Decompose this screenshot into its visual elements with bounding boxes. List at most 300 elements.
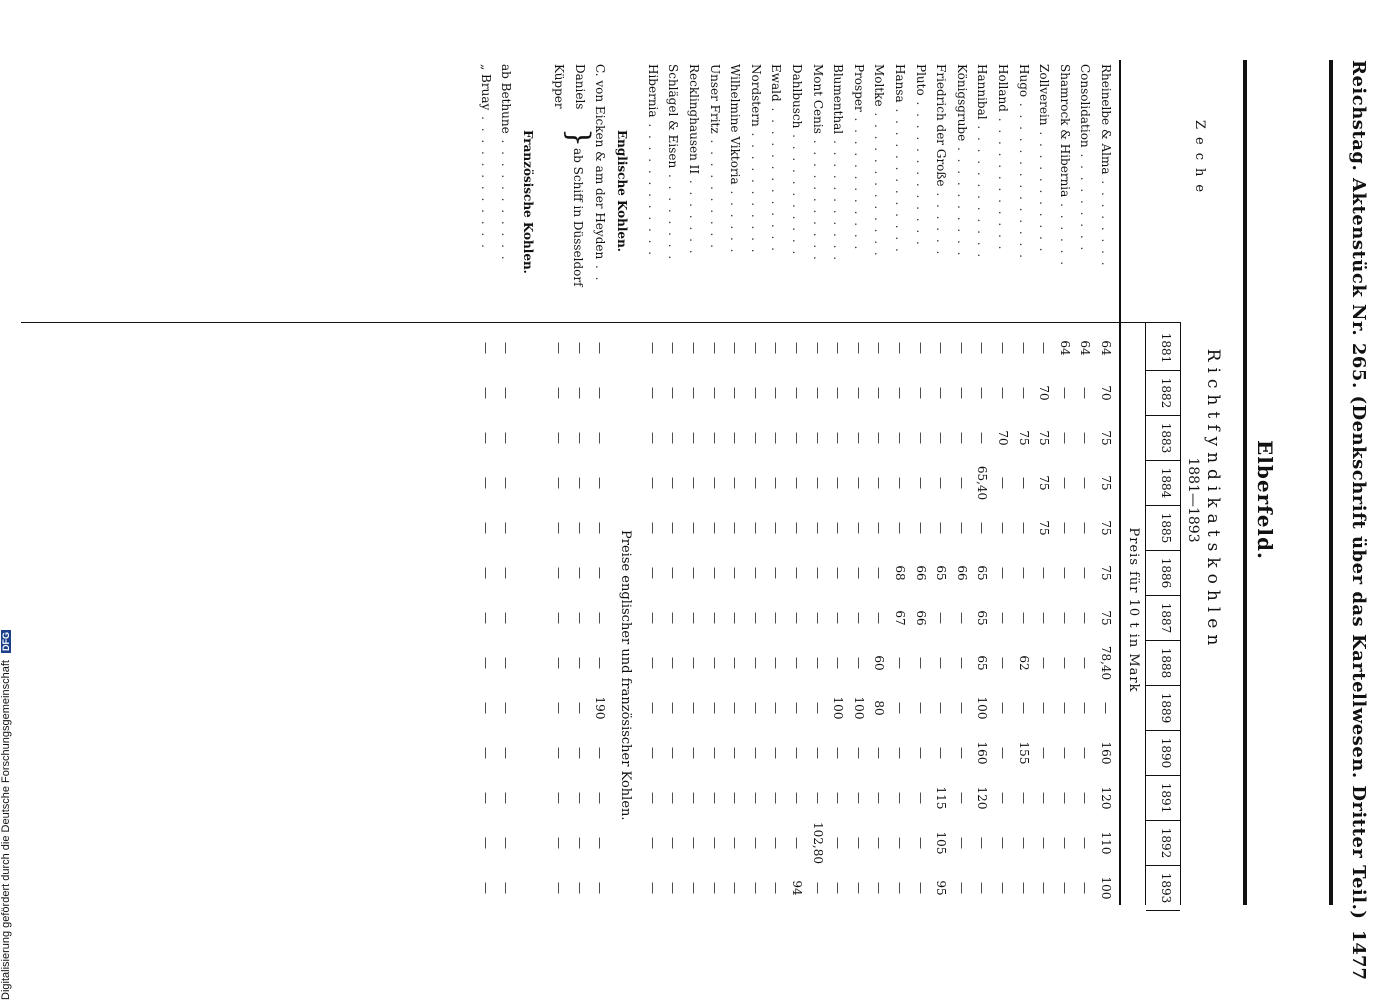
empty-cell-dash: —: [1078, 612, 1093, 624]
empty-cell-dash: —: [645, 792, 660, 804]
price-cell: 75: [1099, 610, 1113, 626]
leader-dots: . . . . . . . . . . .: [810, 133, 825, 262]
empty-cell-dash: —: [728, 747, 743, 759]
row-label: [872, 64, 886, 258]
mine-name: „ Bruay: [478, 64, 493, 111]
empty-cell-dash: —: [996, 837, 1010, 849]
empty-cell-dash: —: [954, 837, 969, 849]
year-header-cell: 1890: [1159, 737, 1173, 769]
empty-cell-dash: —: [996, 747, 1010, 759]
row-label: [852, 64, 866, 251]
empty-cell-dash: —: [769, 477, 784, 489]
mine-name: Holland: [996, 64, 1010, 112]
mine-name: Shamrock & Hibernia: [1057, 64, 1072, 198]
leader-dots: . . . . . .: [728, 184, 743, 255]
empty-cell-dash: —: [790, 522, 804, 534]
empty-cell-dash: —: [1037, 882, 1052, 894]
empty-cell-dash: —: [1078, 432, 1093, 444]
mine-name: Moltke: [872, 64, 887, 107]
empty-cell-dash: —: [1016, 387, 1031, 399]
empty-cell-dash: —: [645, 432, 660, 444]
row-label: [914, 64, 928, 247]
empty-cell-dash: —: [790, 567, 804, 579]
empty-cell-dash: —: [954, 432, 969, 444]
empty-cell-dash: —: [572, 792, 587, 804]
empty-cell-dash: —: [478, 432, 493, 444]
empty-cell-dash: —: [748, 747, 763, 759]
french-section-heading: Französische Kohlen.: [521, 130, 536, 274]
row-label: [934, 64, 948, 256]
mine-column-header: Zeche: [1192, 120, 1207, 201]
empty-cell-dash: —: [1057, 522, 1072, 534]
price-cell: 65: [975, 610, 990, 626]
empty-cell-dash: —: [996, 567, 1010, 579]
empty-cell-dash: —: [1037, 567, 1052, 579]
empty-cell-dash: —: [851, 882, 866, 894]
empty-cell-dash: —: [913, 387, 928, 399]
empty-cell-dash: —: [954, 342, 969, 354]
empty-cell-dash: —: [934, 342, 949, 354]
empty-cell-dash: —: [552, 657, 566, 669]
empty-cell-dash: —: [748, 387, 763, 399]
price-cell: 64: [1078, 340, 1093, 356]
empty-cell-dash: —: [1037, 747, 1052, 759]
empty-cell-dash: —: [645, 657, 660, 669]
running-title: Reichstag. Aktenstück Nr. 265. (Denkschrift über das Kartellwesen. Dritter Teil.): [1348, 60, 1369, 920]
empty-cell-dash: —: [996, 702, 1010, 714]
empty-cell-dash: —: [851, 342, 866, 354]
leader-dots: . . . . . . . . . . . . .: [872, 106, 887, 258]
row-label: [552, 64, 566, 109]
empty-cell-dash: —: [707, 702, 722, 714]
year-header-cell: 1893: [1159, 872, 1173, 904]
empty-cell-dash: —: [893, 882, 907, 894]
mine-name: Hugo: [1016, 64, 1031, 98]
empty-cell-dash: —: [552, 612, 566, 624]
empty-cell-dash: —: [593, 567, 608, 579]
empty-cell-dash: —: [687, 477, 701, 489]
row-label: [479, 64, 493, 250]
empty-cell-dash: —: [790, 387, 804, 399]
empty-cell-dash: —: [707, 432, 722, 444]
empty-cell-dash: —: [831, 747, 846, 759]
price-cell: 68: [893, 565, 907, 581]
price-cell: 80: [872, 700, 887, 716]
english-section-heading: Englische Kohlen.: [615, 130, 630, 252]
empty-cell-dash: —: [769, 882, 784, 894]
empty-cell-dash: —: [851, 792, 866, 804]
empty-cell-dash: —: [831, 882, 846, 894]
empty-cell-dash: —: [831, 432, 846, 444]
leader-dots: . . . . . . . . . . . .: [478, 110, 493, 250]
empty-cell-dash: —: [975, 342, 990, 354]
empty-cell-dash: —: [593, 522, 608, 534]
empty-cell-dash: —: [478, 522, 493, 534]
mine-name: Recklinghausen II: [687, 64, 701, 175]
empty-cell-dash: —: [645, 747, 660, 759]
year-header-cell: 1888: [1159, 647, 1173, 679]
empty-cell-dash: —: [707, 837, 722, 849]
empty-cell-dash: —: [572, 747, 587, 759]
empty-cell-dash: —: [1078, 657, 1093, 669]
year-header-bottom-rule: [1145, 323, 1146, 905]
credit-text: Digitalisierung gefördert durch die Deutsche Forschungsgemeinschaft: [0, 660, 12, 1000]
empty-cell-dash: —: [893, 837, 907, 849]
year-header-cell: 1883: [1159, 422, 1173, 454]
empty-cell-dash: —: [769, 612, 784, 624]
empty-cell-dash: —: [893, 657, 907, 669]
empty-cell-dash: —: [790, 837, 804, 849]
price-cell: 70: [1037, 385, 1052, 401]
mine-name: Hannibal: [975, 64, 990, 120]
empty-cell-dash: —: [790, 342, 804, 354]
price-cell: 75: [1016, 430, 1031, 446]
empty-cell-dash: —: [893, 522, 907, 534]
empty-cell-dash: —: [478, 837, 493, 849]
empty-cell-dash: —: [790, 702, 804, 714]
empty-cell-dash: —: [478, 792, 493, 804]
row-label: [593, 64, 607, 282]
empty-cell-dash: —: [645, 567, 660, 579]
empty-cell-dash: —: [1078, 747, 1093, 759]
empty-cell-dash: —: [872, 792, 887, 804]
empty-cell-dash: —: [748, 702, 763, 714]
empty-cell-dash: —: [851, 612, 866, 624]
mine-name: Zollverein: [1037, 64, 1052, 126]
empty-cell-dash: —: [478, 387, 493, 399]
empty-cell-dash: —: [748, 657, 763, 669]
empty-cell-dash: —: [810, 702, 825, 714]
empty-cell-dash: —: [728, 837, 743, 849]
empty-cell-dash: —: [851, 432, 866, 444]
row-label: [646, 64, 660, 257]
empty-cell-dash: —: [666, 567, 681, 579]
empty-cell-dash: —: [1057, 567, 1072, 579]
price-cell: 70: [1099, 385, 1113, 401]
price-cell: 100: [975, 696, 990, 720]
empty-cell-dash: —: [707, 657, 722, 669]
empty-cell-dash: —: [769, 342, 784, 354]
empty-cell-dash: —: [687, 882, 701, 894]
empty-cell-dash: —: [572, 387, 587, 399]
table-subtitle: Richtfyndikatskohlen: [1203, 348, 1223, 652]
empty-cell-dash: —: [831, 657, 846, 669]
empty-cell-dash: —: [975, 837, 990, 849]
unit-note: Preis für 10 t in Mark: [1126, 527, 1141, 693]
row-label: [499, 64, 513, 262]
empty-cell-dash: —: [913, 342, 928, 354]
empty-cell-dash: —: [728, 432, 743, 444]
leader-dots: . . . . . .: [934, 186, 949, 257]
empty-cell-dash: —: [769, 657, 784, 669]
mine-name: Rheinelbe & Alma: [1099, 64, 1113, 175]
empty-cell-dash: —: [851, 387, 866, 399]
leader-dots: . . . . . . . . . .: [954, 141, 969, 258]
leader-dots: . . . . . . . . . . . .: [996, 111, 1010, 252]
year-header-cell: 1882: [1159, 377, 1173, 409]
row-label: [1037, 64, 1051, 253]
price-cell: —: [1099, 702, 1113, 714]
foreign-price-title: Preise englischer und französischer Kohlen.: [618, 530, 634, 821]
label-column-divider: [21, 322, 1181, 323]
empty-cell-dash: —: [645, 342, 660, 354]
price-cell: 65: [975, 655, 990, 671]
empty-cell-dash: —: [893, 747, 907, 759]
empty-cell-dash: —: [707, 567, 722, 579]
leader-dots: . . . . . . . . . .: [707, 133, 722, 250]
empty-cell-dash: —: [728, 612, 743, 624]
empty-cell-dash: —: [572, 342, 587, 354]
empty-cell-dash: —: [687, 432, 701, 444]
dfg-logo: DFG: [1, 631, 11, 651]
empty-cell-dash: —: [934, 657, 949, 669]
year-header-cell: 1892: [1159, 827, 1173, 859]
mine-name: Prosper: [851, 64, 866, 112]
empty-cell-dash: —: [893, 387, 907, 399]
price-cell: 190: [593, 696, 608, 720]
empty-cell-dash: —: [499, 837, 514, 849]
price-cell: 75: [1099, 565, 1113, 581]
empty-cell-dash: —: [593, 837, 608, 849]
empty-cell-dash: —: [728, 477, 743, 489]
price-cell: 78,40: [1099, 645, 1113, 681]
empty-cell-dash: —: [790, 747, 804, 759]
empty-cell-dash: —: [996, 612, 1010, 624]
empty-cell-dash: —: [552, 882, 566, 894]
price-cell: 94: [790, 880, 804, 896]
empty-cell-dash: —: [748, 432, 763, 444]
row-label: [728, 64, 742, 254]
empty-cell-dash: —: [913, 792, 928, 804]
empty-cell-dash: —: [1078, 792, 1093, 804]
empty-cell-dash: —: [810, 342, 825, 354]
empty-cell-dash: —: [707, 477, 722, 489]
empty-cell-dash: —: [810, 567, 825, 579]
empty-cell-dash: —: [790, 657, 804, 669]
empty-cell-dash: —: [552, 747, 566, 759]
empty-cell-dash: —: [666, 837, 681, 849]
empty-cell-dash: —: [687, 567, 701, 579]
empty-cell-dash: —: [790, 612, 804, 624]
empty-cell-dash: —: [687, 612, 701, 624]
empty-cell-dash: —: [872, 342, 887, 354]
empty-cell-dash: —: [1057, 477, 1072, 489]
empty-cell-dash: —: [1057, 612, 1072, 624]
price-cell: 75: [1099, 475, 1113, 491]
mine-name: Hibernia: [645, 64, 660, 118]
price-cell: 105: [934, 831, 949, 855]
empty-cell-dash: —: [499, 612, 514, 624]
year-header-cell: 1891: [1159, 782, 1173, 814]
empty-cell-dash: —: [913, 702, 928, 714]
empty-cell-dash: —: [851, 522, 866, 534]
empty-cell-dash: —: [499, 477, 514, 489]
empty-cell-dash: —: [872, 477, 887, 489]
row-label: [811, 64, 825, 262]
empty-cell-dash: —: [593, 477, 608, 489]
empty-cell-dash: —: [769, 747, 784, 759]
empty-cell-dash: —: [1016, 792, 1031, 804]
empty-cell-dash: —: [593, 792, 608, 804]
leader-dots: . . . . . . .: [687, 174, 701, 256]
mine-name: Dahlbusch: [790, 64, 804, 129]
leader-dots: . . . . . . . . . . . .: [645, 117, 660, 258]
empty-cell-dash: —: [872, 432, 887, 444]
leader-dots: . . . . . . . . . . . . .: [769, 101, 784, 253]
empty-cell-dash: —: [851, 837, 866, 849]
empty-cell-dash: —: [593, 432, 608, 444]
empty-cell-dash: —: [975, 432, 990, 444]
empty-cell-dash: —: [645, 477, 660, 489]
row-label: [1058, 64, 1072, 267]
empty-cell-dash: —: [748, 567, 763, 579]
empty-cell-dash: —: [572, 477, 587, 489]
row-label: [893, 64, 907, 254]
empty-cell-dash: —: [913, 477, 928, 489]
empty-cell-dash: —: [707, 792, 722, 804]
empty-cell-dash: —: [478, 477, 493, 489]
empty-cell-dash: —: [769, 702, 784, 714]
empty-cell-dash: —: [769, 792, 784, 804]
empty-cell-dash: —: [996, 522, 1010, 534]
empty-cell-dash: —: [913, 657, 928, 669]
leader-dots: . . . . . . . . . . .: [748, 126, 763, 255]
empty-cell-dash: —: [913, 882, 928, 894]
empty-cell-dash: —: [572, 612, 587, 624]
empty-cell-dash: —: [934, 612, 949, 624]
empty-cell-dash: —: [572, 522, 587, 534]
empty-cell-dash: —: [1037, 837, 1052, 849]
empty-cell-dash: —: [934, 702, 949, 714]
leader-dots: . . . . . . . . . . .: [1037, 125, 1052, 254]
row-label: [769, 64, 783, 253]
header-bottom-rule: [1119, 60, 1121, 905]
empty-cell-dash: —: [478, 747, 493, 759]
empty-cell-dash: —: [728, 882, 743, 894]
empty-cell-dash: —: [748, 837, 763, 849]
footer-credit: [0, 600, 18, 1000]
price-cell: 75: [1037, 475, 1052, 491]
empty-cell-dash: —: [831, 342, 846, 354]
year-header-cell: 1885: [1159, 512, 1173, 544]
price-cell: 70: [996, 430, 1010, 446]
empty-cell-dash: —: [996, 387, 1010, 399]
empty-cell-dash: —: [687, 702, 701, 714]
empty-cell-dash: —: [572, 657, 587, 669]
empty-cell-dash: —: [499, 747, 514, 759]
empty-cell-dash: —: [499, 657, 514, 669]
price-cell: 67: [893, 610, 907, 626]
empty-cell-dash: —: [552, 837, 566, 849]
empty-cell-dash: —: [810, 432, 825, 444]
empty-cell-dash: —: [769, 567, 784, 579]
empty-cell-dash: —: [645, 837, 660, 849]
empty-cell-dash: —: [831, 792, 846, 804]
leader-dots: . .: [593, 259, 608, 283]
row-label: [687, 64, 701, 256]
empty-cell-dash: —: [666, 432, 681, 444]
leader-dots: . . . . . . . . . . . . . .: [1016, 97, 1031, 260]
empty-cell-dash: —: [728, 522, 743, 534]
row-label: [666, 64, 680, 261]
empty-cell-dash: —: [1037, 657, 1052, 669]
empty-cell-dash: —: [934, 387, 949, 399]
empty-cell-dash: —: [748, 342, 763, 354]
empty-cell-dash: —: [728, 792, 743, 804]
empty-cell-dash: —: [645, 522, 660, 534]
empty-cell-dash: —: [893, 477, 907, 489]
empty-cell-dash: —: [572, 567, 587, 579]
empty-cell-dash: —: [687, 837, 701, 849]
empty-cell-dash: —: [748, 612, 763, 624]
empty-cell-dash: —: [872, 387, 887, 399]
empty-cell-dash: —: [593, 342, 608, 354]
empty-cell-dash: —: [728, 387, 743, 399]
empty-cell-dash: —: [728, 342, 743, 354]
empty-cell-dash: —: [1078, 567, 1093, 579]
year-header-cell: 1889: [1159, 692, 1173, 724]
mine-name: Friedrich der Große: [934, 64, 949, 187]
empty-cell-dash: —: [996, 882, 1010, 894]
empty-cell-dash: —: [934, 477, 949, 489]
row-label: [1099, 64, 1113, 268]
empty-cell-dash: —: [810, 657, 825, 669]
price-cell: 65: [934, 565, 949, 581]
price-cell: 160: [975, 741, 990, 765]
empty-cell-dash: —: [666, 882, 681, 894]
year-header-top-rule: [1180, 323, 1181, 905]
year-header-cell: 1887: [1159, 602, 1173, 634]
empty-cell-dash: —: [913, 747, 928, 759]
empty-cell-dash: —: [1057, 747, 1072, 759]
empty-cell-dash: —: [1057, 432, 1072, 444]
empty-cell-dash: —: [687, 342, 701, 354]
empty-cell-dash: —: [572, 432, 587, 444]
empty-cell-dash: —: [954, 477, 969, 489]
empty-cell-dash: —: [593, 747, 608, 759]
leader-dots: . . . . . . . . . . .: [831, 134, 846, 263]
empty-cell-dash: —: [790, 477, 804, 489]
mine-name: Mont Cenis: [810, 64, 825, 134]
price-cell: 102,80: [810, 822, 825, 864]
empty-cell-dash: —: [748, 522, 763, 534]
empty-cell-dash: —: [552, 567, 566, 579]
empty-cell-dash: —: [1016, 702, 1031, 714]
empty-cell-dash: —: [769, 432, 784, 444]
empty-cell-dash: —: [769, 837, 784, 849]
mine-name: Hansa: [893, 64, 907, 103]
row-label: [1017, 64, 1031, 260]
top-rule: [1329, 60, 1333, 905]
empty-cell-dash: —: [593, 387, 608, 399]
empty-cell-dash: —: [478, 612, 493, 624]
empty-cell-dash: —: [872, 837, 887, 849]
empty-cell-dash: —: [645, 612, 660, 624]
empty-cell-dash: —: [831, 522, 846, 534]
mine-name: Ewald: [769, 64, 784, 102]
price-cell: —: [1016, 477, 1031, 489]
mine-name: Pluto: [913, 64, 928, 96]
empty-cell-dash: —: [769, 387, 784, 399]
empty-cell-dash: —: [954, 657, 969, 669]
empty-cell-dash: —: [851, 477, 866, 489]
empty-cell-dash: —: [666, 657, 681, 669]
empty-cell-dash: —: [478, 702, 493, 714]
price-cell: 64: [1057, 340, 1072, 356]
empty-cell-dash: —: [1037, 342, 1052, 354]
empty-cell-dash: —: [1078, 387, 1093, 399]
empty-cell-dash: —: [996, 657, 1010, 669]
